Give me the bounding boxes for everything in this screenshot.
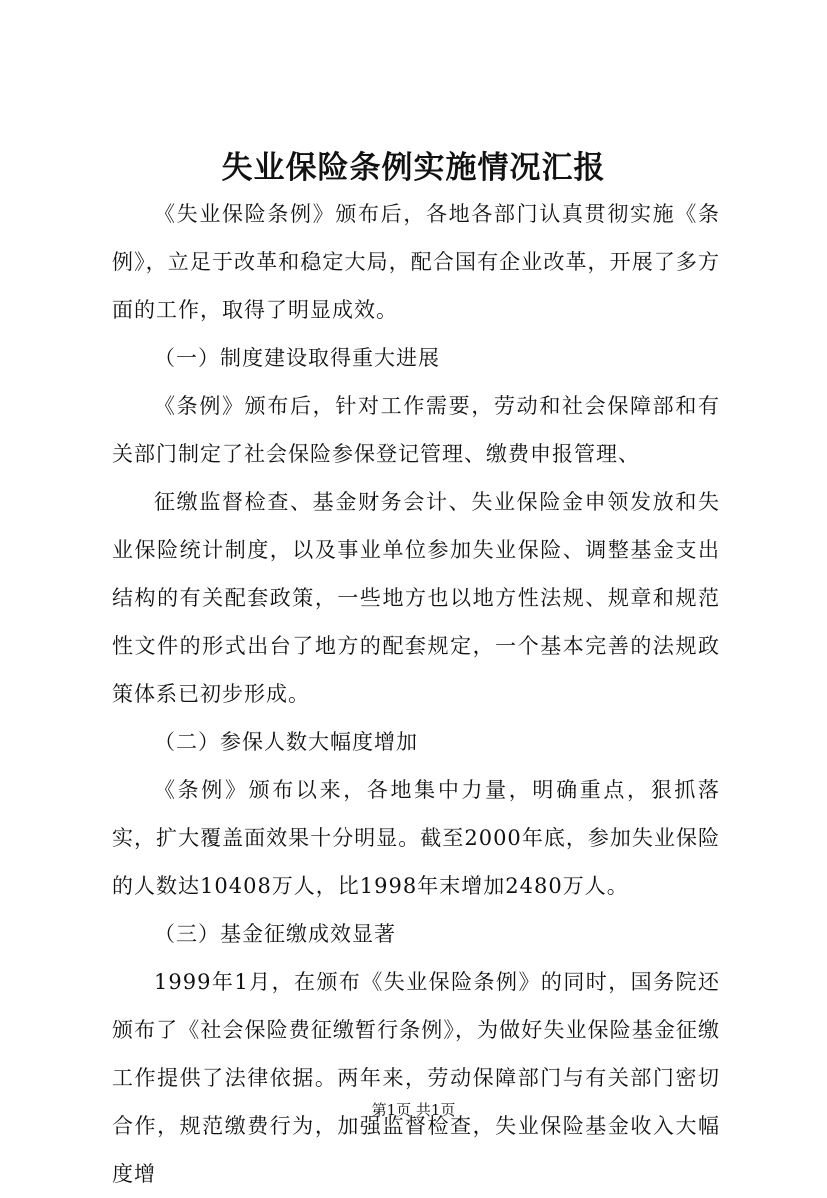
section-heading-3: （三）基金征缴成效显著 (154, 922, 396, 946)
section-heading-1: （一）制度建设取得重大进展 (154, 346, 440, 370)
section-3-paragraph: 1999年1月，在颁布《失业保险条例》的同时，国务院还颁布了《社会保险费征缴暂行条例》，为做好失业保险基金征缴工作提供了法律依据。两年来，劳动保障部门与有关部门密切合作，规范缴费行为，加强监督检查，失业保险基金收入大幅度增 (112, 970, 720, 1186)
document-body (112, 190, 720, 1198)
section-heading-2: （二）参保人数大幅度增加 (154, 730, 418, 754)
intro-paragraph: 《失业保险条例》颁布后，各地各部门认真贯彻实施《条例》，立足于改革和稳定大局，配合国有企业改革，开展了多方面的工作，取得了明显成效。 (112, 202, 720, 322)
page-footer: 第1页 共1页 (371, 1101, 456, 1119)
document-title: 失业保险条例实施情况汇报 (221, 150, 606, 186)
section-1-paragraph-a: 《条例》颁布后，针对工作需要，劳动和社会保障部和有关部门制定了社会保险参保登记管理、缴费申报管理、 (112, 394, 720, 466)
section-2-paragraph: 《条例》颁布以来，各地集中力量，明确重点，狠抓落实，扩大覆盖面效果十分明显。截至2000年底，参加失业保险的人数达10408万人，比1998年末增加2480万人。 (112, 778, 720, 898)
section-1-paragraph-b: 征缴监督检查、基金财务会计、失业保险金申领发放和失业保险统计制度，以及事业单位参加失业保险、调整基金支出结构的有关配套政策，一些地方也以地方性法规、规章和规范性文件的形式出台了地方的配套规定，一个基本完善的法规政策体系已初步形成。 (112, 490, 720, 706)
